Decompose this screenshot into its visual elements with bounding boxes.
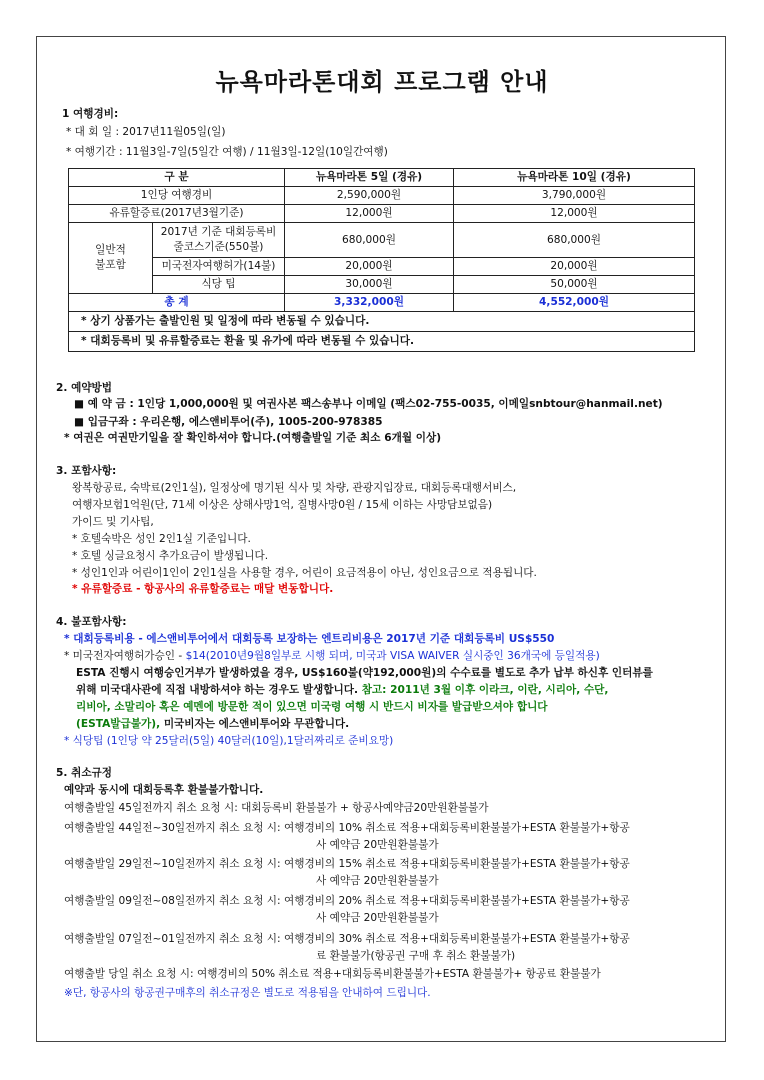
esta-reference-text: 참고: 2011년 3월 이후 이라크, 이란, 시리아, 수단, <box>361 684 609 696</box>
row-tip-5day: 30,000원 <box>285 276 454 294</box>
page-title: 뉴욕마라톤대회 프로그램 안내 <box>215 68 549 96</box>
esta-denial-line1: ESTA 진행시 여행승인거부가 발생하였을 경우, US$160불(약192,000원)의 수수료를 별도로 추가 납부 하신후 인터뷰를 <box>76 667 653 679</box>
table-notes-row <box>69 332 695 352</box>
cancel-line6b: 료 환불불가(항공권 구매 후 취소 환불불가) <box>316 950 516 962</box>
row-fuel-5day: 12,000원 <box>285 205 454 223</box>
esta-denial-text: 위해 미국대사관에 직접 내방하셔야 하는 경우도 발생합니다. <box>76 684 362 696</box>
fuel-surcharge-note: * 유류할증료 - 항공사의 유류할증료는 매달 변동합니다. <box>72 583 334 595</box>
included-line3: 가이드 및 기사팁, <box>72 516 154 528</box>
row-registration-label <box>153 223 285 258</box>
row-base-10day: 3,790,000원 <box>454 187 695 205</box>
included-line6: * 성인1인과 어린이1인이 2인1실을 사용할 경우, 어린이 요금적용이 아닌, 성인요금으로 적용됩니다. <box>72 567 537 579</box>
table-row <box>69 187 695 205</box>
registration-label-line2: 줄코스기준(550불) <box>173 241 264 253</box>
table-row <box>69 276 695 294</box>
cancel-line3a: 여행출발일 44일전~30일전까지 취소 요청 시: 여행경비의 10% 취소료 적용+대회등록비환불불가+ESTA 환불불가+항공 <box>64 822 630 834</box>
table-total-row <box>69 294 695 312</box>
row-esta-5day: 20,000원 <box>285 258 454 276</box>
cancel-line8: ※단, 항공사의 항공권구매후의 취소규정은 별도로 적용됨을 안내하여 드립니다. <box>64 987 431 999</box>
table-note-2: * 대회등록비 및 유류할증료는 환율 및 유가에 따라 변동될 수 있습니다. <box>69 332 695 352</box>
esta-denial-line2 <box>76 682 608 698</box>
event-date: * 대 회 일 : 2017년11월05일(일) <box>66 126 226 138</box>
row-registration-10day: 680,000원 <box>454 223 695 258</box>
section5-heading: 5. 취소규정 <box>56 767 113 779</box>
cancel-line5a: 여행출발일 09일전~08일전까지 취소 요청 시: 여행경비의 20% 취소료 적용+대회등록비환불불가+ESTA 환불불가+항공 <box>64 895 630 907</box>
table-row <box>69 258 695 276</box>
not-included-tip: * 식당팁 (1인당 약 25달러(5일) 40달러(10일),1달러짜리로 준비요망) <box>64 735 394 747</box>
table-note-1: * 상기 상품가는 출발인원 및 일정에 따라 변동될 수 있습니다. <box>69 312 695 332</box>
bank-account: ■ 입금구좌 : 우리은행, 에스앤비투어(주), 1005-200-978385 <box>74 416 383 428</box>
table-header-10day: 뉴욕마라톤 10일 (경유) <box>454 169 695 187</box>
total-10day: 4,552,000원 <box>454 294 695 312</box>
group-label-line2: 불포함 <box>95 259 126 271</box>
cancel-line7: 여행출발 당일 취소 요청 시: 여행경비의 50% 취소료 적용+대회등록비환불불가+ESTA 환불불가+ 항공료 환불불가 <box>64 968 601 980</box>
group-not-included-label <box>69 223 153 294</box>
included-line2: 여행자보험1억원(단, 71세 이상은 상해사망1억, 질병사망0원 / 15세 이하는 사망담보없음) <box>72 499 493 511</box>
row-base-label: 1인당 여행경비 <box>69 187 285 205</box>
registration-label-line1: 2017년 기준 대회등록비 <box>160 226 277 238</box>
not-included-registration: * 대회등록비용 - 에스앤비투어에서 대회등록 보장하는 엔트리비용은 2017년 기준 대회등록비 US$550 <box>64 633 555 645</box>
total-label: 총 계 <box>69 294 285 312</box>
cancel-line4a: 여행출발일 29일전~10일전까지 취소 요청 시: 여행경비의 15% 취소료 적용+대회등록비환불불가+ESTA 환불불가+항공 <box>64 858 630 870</box>
deposit-info: ■ 예 약 금 : 1인당 1,000,000원 및 여권사본 팩스송부나 이메일 (팩스02-755-0035, 이메일snbtour@hanmail.net) <box>74 398 663 410</box>
table-notes-row <box>69 312 695 332</box>
travel-period: * 여행기간 : 11월3일-7일(5일간 여행) / 11월3일-12일(10일간여행) <box>66 146 388 158</box>
row-tip-10day: 50,000원 <box>454 276 695 294</box>
row-esta-label: 미국전자여행허가(14불) <box>153 258 285 276</box>
section4-heading: 4. 불포함사항: <box>56 616 127 628</box>
table-header-row <box>69 169 695 187</box>
included-line1: 왕복항공료, 숙박료(2인1실), 일정상에 명기된 식사 및 차량, 관광지입장료, 대회등록대행서비스, <box>72 482 517 494</box>
total-5day: 3,332,000원 <box>285 294 454 312</box>
cancel-line6a: 여행출발일 07일전~01일전까지 취소 요청 시: 여행경비의 30% 취소료 적용+대회등록비환불불가+ESTA 환불불가+항공 <box>64 933 630 945</box>
table-header-5day: 뉴욕마라톤 5일 (경유) <box>285 169 454 187</box>
visa-disclaimer: 미국비자는 에스앤비투어와 무관합니다. <box>160 718 350 730</box>
esta-reference-line3 <box>76 716 349 732</box>
table-row <box>69 205 695 223</box>
section3-heading: 3. 포함사항: <box>56 465 117 477</box>
cancel-line5b: 사 예약금 20만원환불불가 <box>316 912 439 924</box>
cancel-line1: 예약과 동시에 대회등록후 환불불가합니다. <box>64 784 264 796</box>
group-label-line1: 일반적 <box>95 244 126 256</box>
passport-note: * 여권은 여권만기일을 잘 확인하셔야 합니다.(여행출발일 기준 최소 6개월 이상) <box>64 432 442 444</box>
cancel-line4b: 사 예약금 20만원환불불가 <box>316 875 439 887</box>
row-fuel-10day: 12,000원 <box>454 205 695 223</box>
esta-reference-line2: 리비아, 소말리아 혹은 예멘에 방문한 적이 있으면 미국령 여행 시 반드시 비자를 발급받으셔야 합니다 <box>76 701 548 713</box>
table-header-category: 구 분 <box>69 169 285 187</box>
section2-heading: 2. 예약방법 <box>56 382 113 394</box>
esta-label: * 미국전자여행허가승인 - <box>64 650 186 662</box>
row-tip-label: 식당 팁 <box>153 276 285 294</box>
esta-detail: $14(2010년9월8일부로 시행 되며, 미국과 VISA WAIVER 실시중인 36개국에 등일적용) <box>185 650 600 662</box>
esta-not-issuable: (ESTA발급불가), <box>76 718 161 730</box>
row-base-5day: 2,590,000원 <box>285 187 454 205</box>
row-registration-5day: 680,000원 <box>285 223 454 258</box>
cancel-line2: 여행출발일 45일전까지 취소 요청 시: 대회등록비 환불불가 + 항공사예약금20만원환불불가 <box>64 802 489 814</box>
cancel-line3b: 사 예약금 20만원환불불가 <box>316 839 439 851</box>
row-fuel-label: 유류할증료(2017년3월기준) <box>69 205 285 223</box>
section1-heading: 1 여행경비: <box>62 108 119 120</box>
cost-table <box>68 168 695 352</box>
row-esta-10day: 20,000원 <box>454 258 695 276</box>
included-line4: * 호텔숙박은 성인 2인1실 기준입니다. <box>72 533 251 545</box>
not-included-esta <box>64 648 600 664</box>
included-line5: * 호텔 싱글요청시 추가요금이 발생됩니다. <box>72 550 269 562</box>
table-row <box>69 223 695 258</box>
